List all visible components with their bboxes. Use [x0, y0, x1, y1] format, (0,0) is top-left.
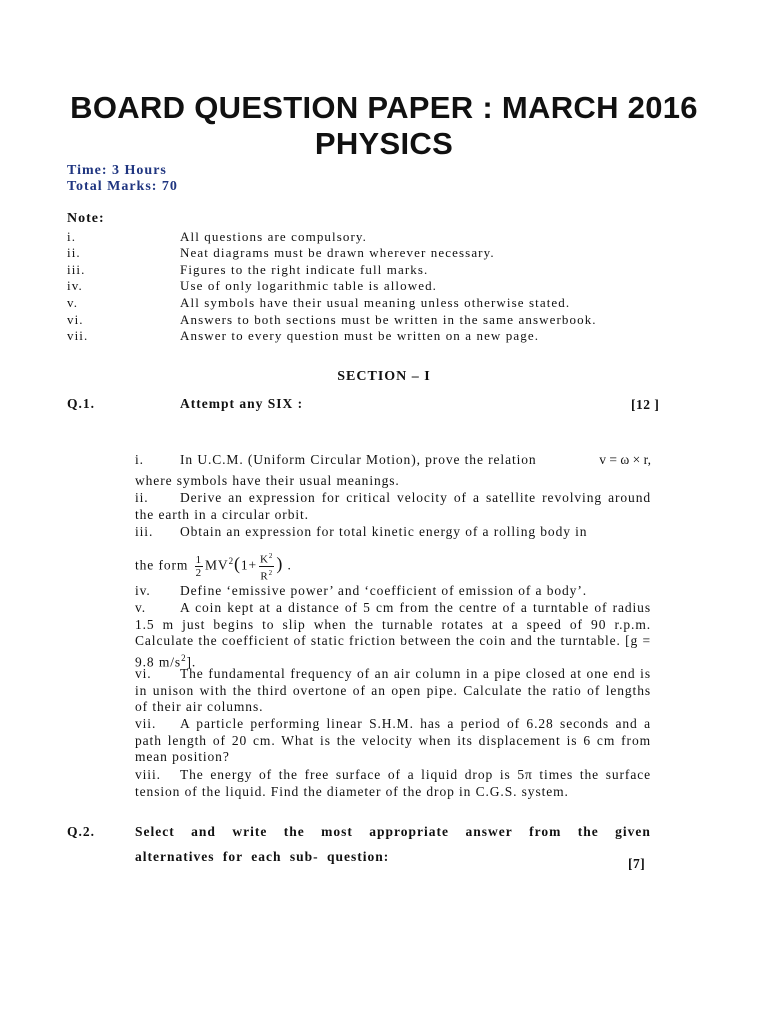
paper-title: BOARD QUESTION PAPER : MARCH 2016: [70, 90, 698, 125]
sub-question: v. A coin kept at a distance of 5 cm from the centre of a turntable of radius 1.5 m just begins to slip when the turnable rotates at a speed of 90 r.p.m. Calculate the coefficient of static friction between the coin and the turntable. [g = 9.8 $m/s^2$].: [135, 600, 651, 670]
sub-question-text: The energy of the free surface of a liquid drop is 5π times the surface tension of the liquid. Find the diameter of the drop in C.G.S. system.: [135, 767, 651, 799]
note-item-number: vi.: [67, 312, 84, 327]
half-fraction: $\frac{1}{2}$: [195, 553, 202, 579]
sub-question-text: Obtain an expression for total kinetic energy of a rolling body in: [180, 524, 588, 539]
sub-question-number: vi.: [135, 666, 152, 681]
sub-question-number: iv.: [135, 583, 151, 598]
note-item: [67, 328, 687, 344]
instruction-word: and: [191, 824, 216, 839]
note-heading: Note:: [67, 211, 105, 226]
sub-question-number: vii.: [135, 716, 157, 731]
note-item: [67, 229, 687, 245]
sub-question-text: The fundamental frequency of an air column in a pipe closed at one end is in unison with the third overtone of an open pipe. Calculate the ratio of lengths of their air columns.: [135, 666, 651, 715]
note-item: [67, 295, 687, 311]
time-allowed: Time: 3 Hours: [67, 163, 167, 178]
k-over-r-fraction: $\frac{K^2}{R^2}$: [260, 552, 274, 583]
sub-question: [135, 716, 651, 766]
sub-question-number: v.: [135, 600, 147, 615]
mv-term: MV: [205, 557, 229, 573]
note-item-text: Figures to the right indicate full marks.: [180, 262, 429, 277]
sub-question-text: A particle performing linear S.H.M. has a period of 6.28 seconds and a path length of 20 cm. What is the velocity when its displacement is 6 cm from mean position?: [135, 716, 651, 765]
note-item-number: i.: [67, 229, 77, 244]
note-item-number: iv.: [67, 278, 83, 293]
sub-question-number: i.: [135, 452, 144, 467]
sub-question-text: In U.C.M. (Uniform Circular Motion), prove the relation: [180, 452, 537, 467]
question-instruction: [135, 824, 651, 864]
note-item-text: Use of only logarithmic table is allowed.: [180, 278, 438, 293]
note-item-number: iii.: [67, 262, 86, 277]
question-number: Q.2.: [67, 824, 96, 839]
sub-question-text: A coin kept at a distance of 5 cm from the centre of a turntable of radius 1.5 m just begins to slip when the turnable rotates at a speed of 90 r.p.m. Calculate the coefficient of static friction between the coin and the turntable. [g = 9.8 m/s: [135, 600, 651, 670]
note-item: [67, 278, 687, 294]
note-item: [67, 262, 687, 278]
note-item: [67, 245, 687, 261]
instruction-word: Select: [135, 824, 175, 839]
formula-prefix: the form: [135, 557, 189, 573]
note-item-number: ii.: [67, 245, 81, 260]
note-item-text: Answer to every question must be written on a new page.: [180, 328, 540, 343]
instruction-word: answer: [465, 824, 513, 839]
instruction-word: most: [321, 824, 353, 839]
note-item-text: Answers to both sections must be written in the same answerbook.: [180, 312, 597, 327]
subject-title: PHYSICS: [314, 126, 454, 161]
instruction-word: from: [529, 824, 562, 839]
note-item-number: vii.: [67, 328, 89, 343]
sub-question-continuation: where symbols have their usual meanings.: [135, 473, 400, 488]
sub-question-number: iii.: [135, 524, 154, 539]
question-marks: [12 ]: [631, 397, 660, 412]
instruction-word: the: [283, 824, 305, 839]
instruction-word: given: [615, 824, 651, 839]
note-item: [67, 312, 687, 328]
note-item-text: All questions are compulsory.: [180, 229, 368, 244]
sub-question: [135, 524, 651, 541]
instruction-line: [135, 824, 651, 840]
sub-question-number: ii.: [135, 490, 149, 505]
instruction-line: alternatives for each sub- question:: [135, 849, 390, 864]
sub-question-text: Derive an expression for critical velocity of a satellite revolving around the earth in a circular orbit.: [135, 490, 651, 522]
sub-question: [135, 767, 651, 800]
section-heading: SECTION – I: [337, 369, 431, 384]
note-item-number: v.: [67, 295, 79, 310]
sub-question: [135, 666, 651, 716]
sub-question-text: Define ‘emissive power’ and ‘coefficient of emission of a body’.: [180, 583, 587, 598]
question-marks: [7]: [628, 856, 646, 871]
instruction-word: appropriate: [369, 824, 450, 839]
sub-question-number: viii.: [135, 767, 161, 782]
sub-question: [135, 490, 651, 523]
note-item-text: All symbols have their usual meaning unless otherwise stated.: [180, 295, 571, 310]
total-marks: Total Marks: 70: [67, 179, 178, 194]
sub-question: [135, 452, 651, 469]
sub-question: [135, 583, 651, 600]
vector-formula: v = ω × r,: [599, 452, 651, 467]
note-item-text: Neat diagrams must be drawn wherever necessary.: [180, 245, 495, 260]
instruction-word: write: [232, 824, 268, 839]
kinetic-energy-formula: the form $\frac{1}{2}$ $MV^2(1+$ $\frac{K^2}{R^2}$ ) .: [135, 552, 292, 583]
instruction-word: the: [577, 824, 599, 839]
question-instruction: Attempt any SIX :: [180, 396, 304, 411]
question-number: Q.1.: [67, 396, 96, 411]
